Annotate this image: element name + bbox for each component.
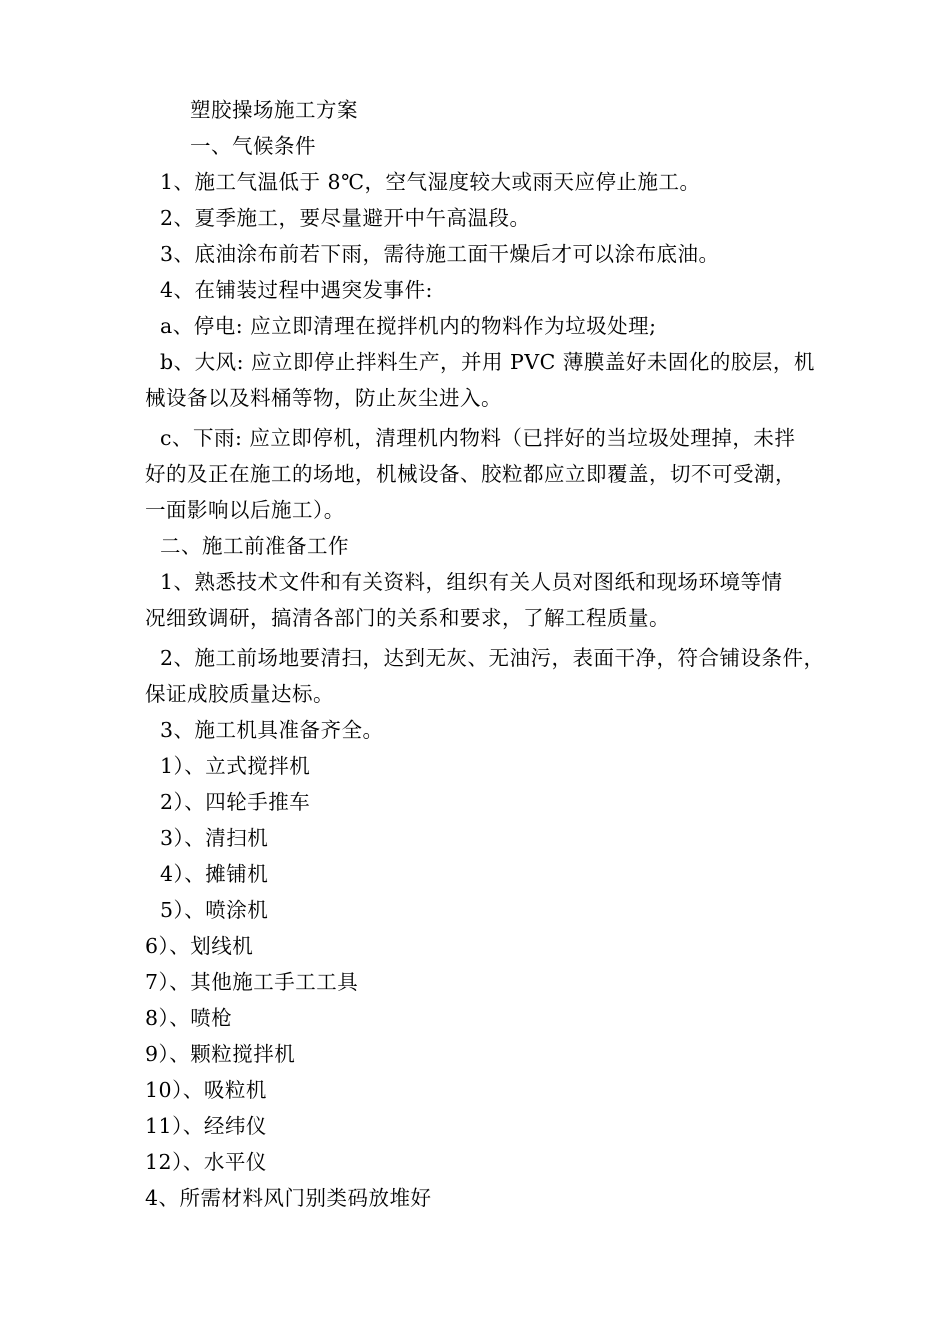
section-heading: 一、气候条件: [190, 134, 316, 158]
paragraph-line: 3、施工机具准备齐全。: [160, 718, 384, 742]
paragraph-line: 4、所需材料风门别类码放堆好: [145, 1186, 432, 1210]
list-item: 12）、水平仪: [145, 1150, 267, 1174]
paragraph-line: 械设备以及料桶等物，防止灰尘进入。: [145, 386, 502, 410]
list-item: 4）、摊铺机: [160, 862, 269, 886]
paragraph-line: c、下雨: 应立即停机，清理机内物料（已拌好的当垃圾处理掉，未拌: [160, 426, 796, 450]
list-item: 1）、立式搅拌机: [160, 754, 311, 778]
paragraph-line: b、大风: 应立即停止拌料生产，并用 PVC 薄膜盖好未固化的胶层，机: [160, 350, 815, 374]
paragraph-line: 1、熟悉技术文件和有关资料，组织有关人员对图纸和现场环境等情: [160, 570, 783, 594]
paragraph-line: 一面影响以后施工）。: [145, 498, 345, 522]
paragraph-line: 2、夏季施工，要尽量避开中午高温段。: [160, 206, 531, 230]
list-item: 10）、吸粒机: [145, 1078, 267, 1102]
list-item: 9）、颗粒搅拌机: [145, 1042, 296, 1066]
paragraph-line: 3、底油涂布前若下雨，需待施工面干燥后才可以涂布底油。: [160, 242, 720, 266]
paragraph-line: 4、在铺装过程中遇突发事件:: [160, 278, 433, 302]
paragraph-line: 1、施工气温低于 8℃，空气湿度较大或雨天应停止施工。: [160, 170, 701, 194]
paragraph-line: 好的及正在施工的场地，机械设备、胶粒都应立即覆盖，切不可受潮，: [145, 462, 796, 486]
paragraph-line: 保证成胶质量达标。: [145, 682, 334, 706]
document-title: 塑胶操场施工方案: [190, 98, 358, 122]
list-item: 11）、经纬仪: [145, 1114, 267, 1138]
list-item: 3）、清扫机: [160, 826, 269, 850]
paragraph-line: 2、施工前场地要清扫，达到无灰、无油污，表面干净，符合铺设条件，: [160, 646, 825, 670]
paragraph-line: 况细致调研，搞清各部门的关系和要求，了解工程质量。: [145, 606, 670, 630]
list-item: 2）、四轮手推车: [160, 790, 311, 814]
paragraph-line: a、停电: 应立即清理在搅拌机内的物料作为垃圾处理;: [160, 314, 657, 338]
list-item: 8）、喷枪: [145, 1006, 233, 1030]
list-item: 5）、喷涂机: [160, 898, 269, 922]
list-item: 6）、划线机: [145, 934, 254, 958]
section-heading: 二、施工前准备工作: [160, 534, 349, 558]
list-item: 7）、其他施工手工工具: [145, 970, 359, 994]
